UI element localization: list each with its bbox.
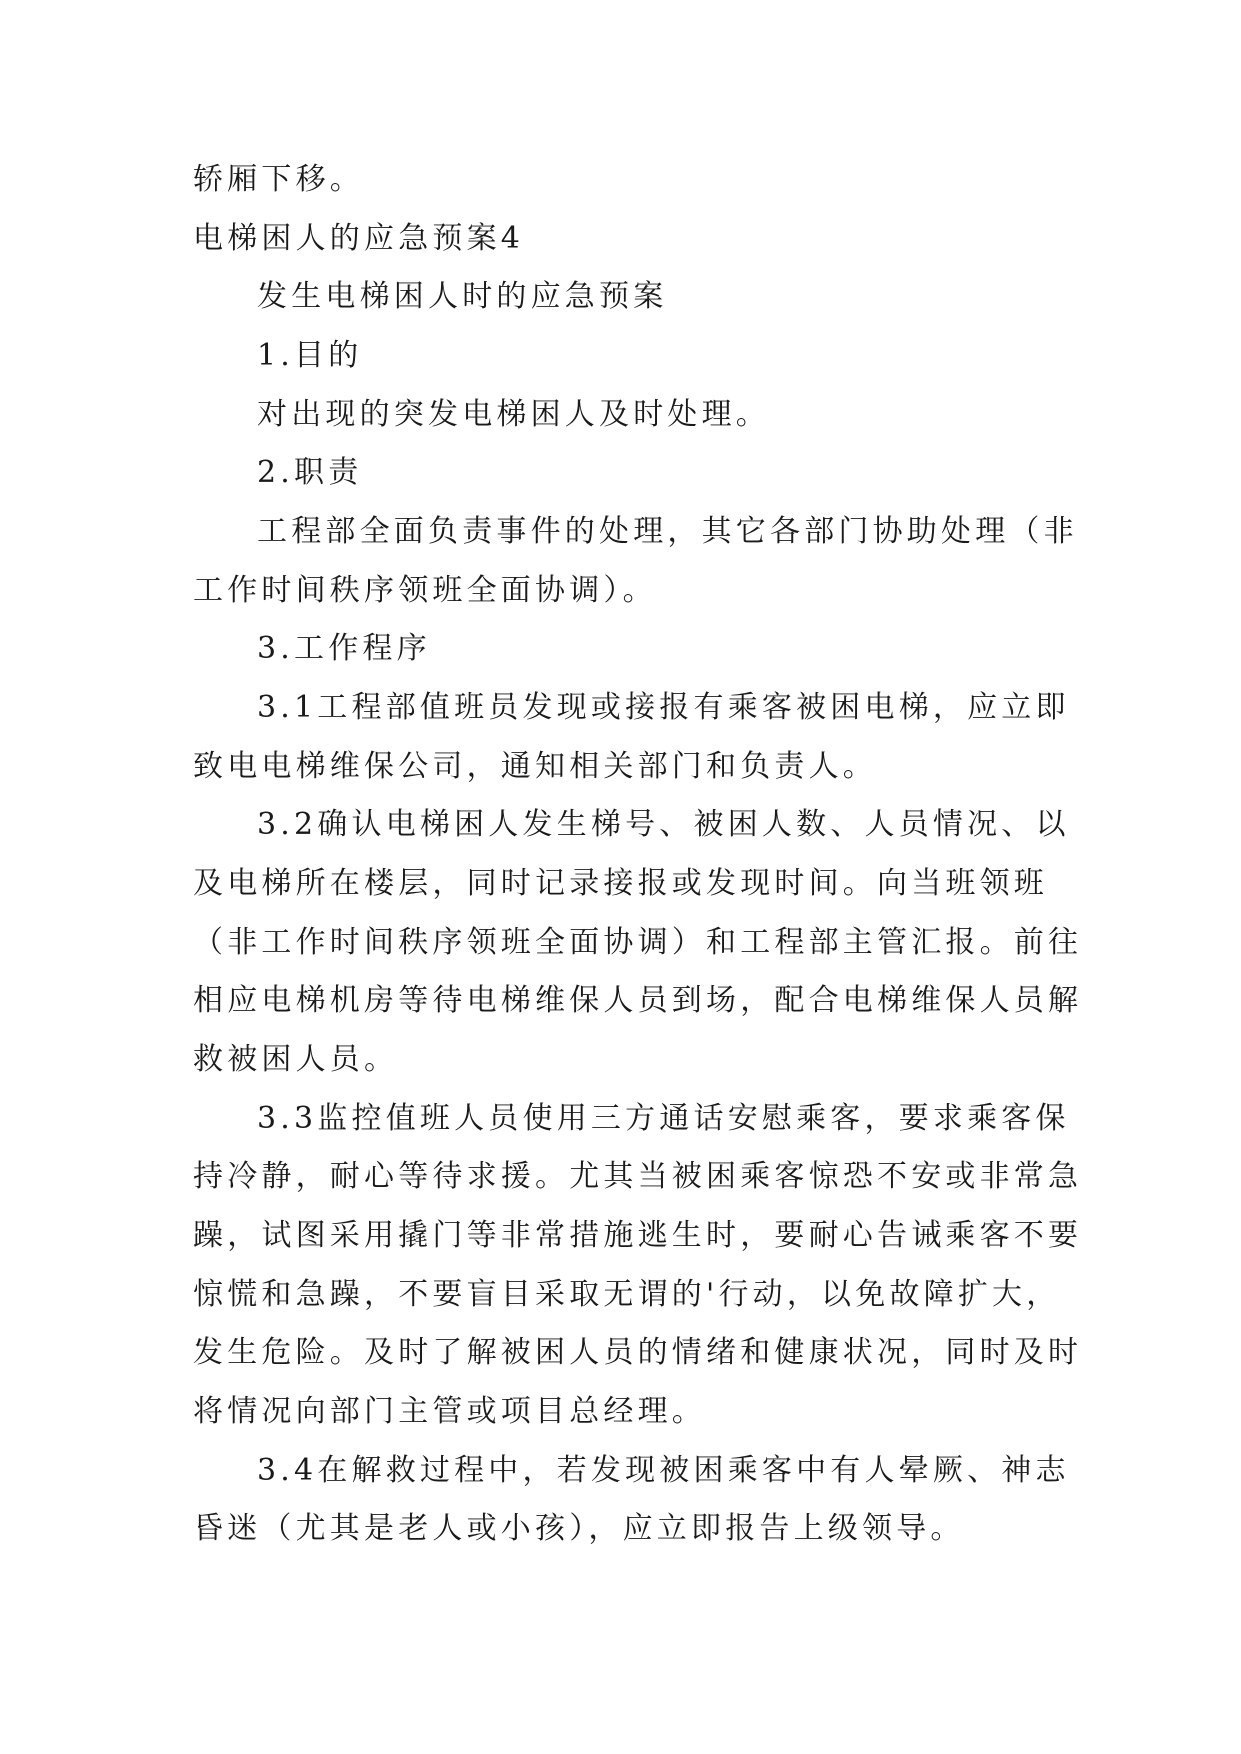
text-line: 躁，试图采用撬门等非常措施逃生时，要耐心告诫乘客不要 [193, 1218, 1083, 1253]
section-heading: 电梯困人的应急预案4 [193, 221, 525, 256]
text-line: 3.1工程部值班员发现或接报有乘客被困电梯，应立即 [257, 690, 1070, 725]
document-title: 发生电梯困人时的应急预案 [257, 279, 668, 314]
text-line: 相应电梯机房等待电梯维保人员到场，配合电梯维保人员解 [193, 983, 1083, 1018]
section-heading: 1.目的 [257, 338, 363, 373]
text-line: 惊慌和急躁，不要盲目采取无谓的'行动，以免故障扩大， [193, 1277, 1061, 1312]
text-line: 致电电梯维保公司，通知相关部门和负责人。 [193, 749, 877, 784]
text-line: 发生危险。及时了解被困人员的情绪和健康状况，同时及时 [193, 1335, 1083, 1370]
text-line: 救被困人员。 [193, 1042, 399, 1077]
text-line: 3.2确认电梯困人发生梯号、被困人数、人员情况、以 [257, 807, 1070, 842]
text-line: 昏迷（尤其是老人或小孩），应立即报告上级领导。 [193, 1511, 965, 1546]
text-line: 工作时间秩序领班全面协调）。 [193, 573, 657, 608]
section-heading: 2.职责 [257, 455, 363, 490]
section-heading: 3.工作程序 [257, 631, 431, 666]
text-line: 持冷静，耐心等待求援。尤其当被困乘客惊恐不安或非常急 [193, 1159, 1083, 1194]
text-line: （非工作时间秩序领班全面协调）和工程部主管汇报。前往 [193, 925, 1083, 960]
text-line: 3.4在解救过程中，若发现被困乘客中有人晕厥、神志 [257, 1453, 1070, 1488]
text-line: 3.3监控值班人员使用三方通话安慰乘客，要求乘客保 [257, 1101, 1070, 1136]
text-line: 对出现的突发电梯困人及时处理。 [257, 397, 770, 432]
text-line: 将情况向部门主管或项目总经理。 [193, 1394, 706, 1429]
text-line: 及电梯所在楼层，同时记录接报或发现时间。向当班领班 [193, 866, 1048, 901]
text-line: 轿厢下移。 [193, 162, 364, 197]
text-line: 工程部全面负责事件的处理，其它各部门协助处理（非 [257, 514, 1078, 549]
